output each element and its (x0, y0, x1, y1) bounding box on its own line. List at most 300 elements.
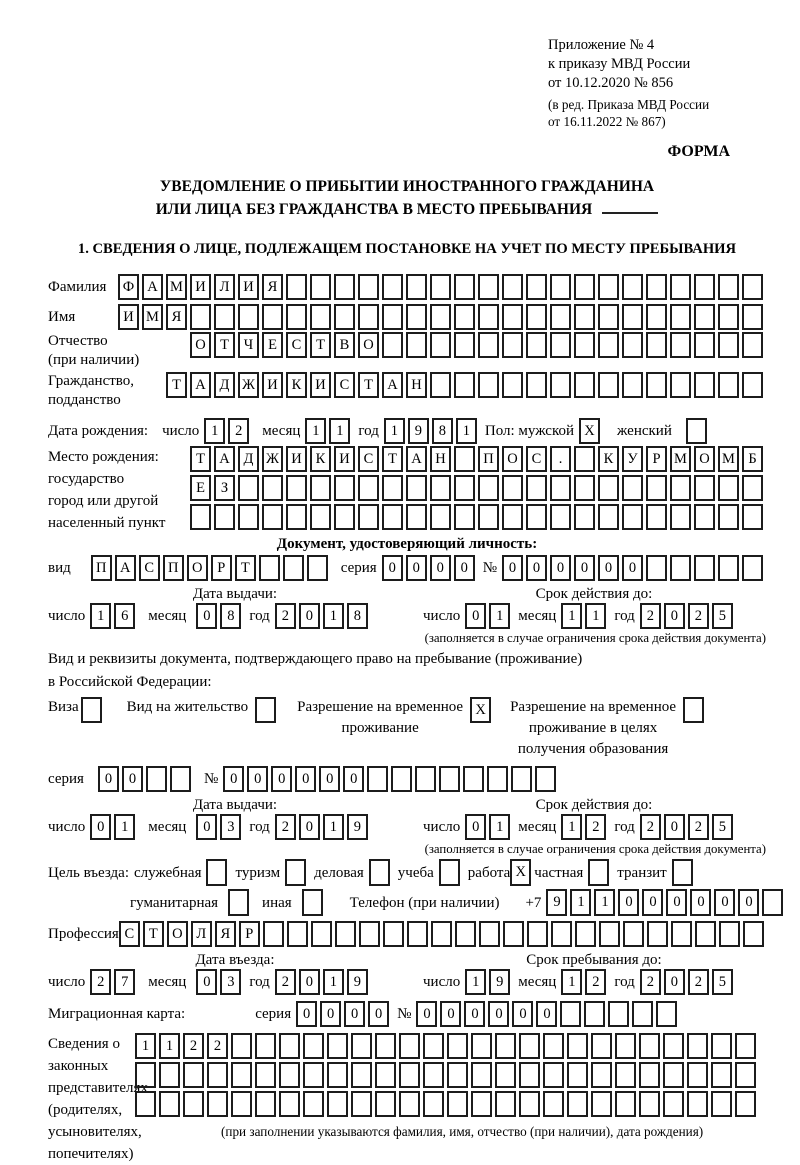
form-cell: 0 (343, 766, 364, 792)
form-cell: П (478, 446, 499, 472)
form-cell: М (670, 446, 691, 472)
entry-year-cells (275, 969, 371, 995)
form-cell (439, 859, 460, 886)
form-cell (391, 766, 412, 792)
form-cell (598, 372, 619, 398)
validity-note: (заполняется в случае ограничения срока действия документа) (424, 631, 766, 645)
res-valid-year-cells (640, 814, 736, 840)
form-cell (550, 304, 571, 330)
form-cell: 0 (196, 603, 217, 629)
sex-female-label: женский (617, 423, 672, 439)
form-cell (742, 504, 763, 530)
form-cell: 0 (622, 555, 643, 581)
id-valid-date-group (423, 603, 736, 629)
form-cell (447, 1062, 468, 1088)
temp-residence-edu-label-line3: получения образования (517, 741, 669, 757)
form-cell (351, 1091, 372, 1117)
form-cell (255, 1091, 276, 1117)
form-cell: 1 (561, 969, 582, 995)
form-cell: 3 (220, 969, 241, 995)
form-cell (574, 274, 595, 300)
form-cell: 2 (640, 603, 661, 629)
form-cell: 8 (432, 418, 453, 444)
form-cell (310, 304, 331, 330)
temp-residence-option (297, 697, 494, 739)
form-cell (214, 504, 235, 530)
form-cell: 9 (489, 969, 510, 995)
form-cell: Т (310, 332, 331, 358)
form-title (48, 176, 766, 221)
form-cell (214, 304, 235, 330)
form-cell: X (510, 859, 531, 886)
form-cell (279, 1033, 300, 1059)
surname-cells (118, 274, 766, 300)
form-cell: Р (646, 446, 667, 472)
form-cell (478, 332, 499, 358)
form-cell (302, 889, 323, 916)
form-cell (262, 504, 283, 530)
year-label: год (249, 608, 270, 624)
id-number-label: № (482, 560, 497, 576)
form-cell: 0 (642, 889, 663, 916)
id-valid-until-header: Срок действия до: (535, 586, 653, 602)
form-cell: 0 (536, 1001, 557, 1027)
annex-note-line: от 16.11.2022 № 867) (548, 114, 666, 129)
form-cell: X (470, 697, 491, 723)
birth-place-cells-row2 (190, 475, 766, 501)
phone-cells (546, 889, 786, 916)
form-cell (646, 332, 667, 358)
form-cell (718, 274, 739, 300)
form-cell (359, 921, 380, 947)
form-cell (550, 504, 571, 530)
form-cell (334, 475, 355, 501)
patronymic-label-line2: (при наличии) (48, 352, 140, 368)
form-cell (375, 1033, 396, 1059)
form-cell (598, 332, 619, 358)
temp-residence-edu-label-line2: проживание в целях (528, 720, 658, 736)
form-cell: И (286, 446, 307, 472)
purpose-tourism-label: туризм (235, 865, 281, 881)
form-cell (718, 372, 739, 398)
form-cell (287, 921, 308, 947)
form-cell (502, 475, 523, 501)
form-cell: 0 (512, 1001, 533, 1027)
birth-day-cells (204, 418, 252, 444)
form-cell: 1 (135, 1033, 156, 1059)
day-label: число (48, 819, 86, 835)
form-cell: И (118, 304, 139, 330)
form-cell (615, 1033, 636, 1059)
form-cell: 0 (416, 1001, 437, 1027)
form-cell: 2 (228, 418, 249, 444)
day-label: число (423, 608, 461, 624)
form-cell: 2 (183, 1033, 204, 1059)
temp-residence-label (297, 697, 463, 739)
id-issue-year-cells (275, 603, 371, 629)
form-cell (686, 418, 707, 444)
form-cell (351, 1033, 372, 1059)
form-cell (694, 274, 715, 300)
form-title-line2-wrap (48, 198, 766, 221)
form-label: ФОРМА (667, 143, 730, 160)
visa-label: Виза (48, 699, 79, 715)
form-cell (463, 766, 484, 792)
patronymic-cells (190, 332, 766, 358)
res-valid-day-cells (465, 814, 513, 840)
form-cell (502, 332, 523, 358)
res-valid-until-header: Срок действия до: (535, 797, 653, 813)
month-label: месяц (148, 819, 187, 835)
form-cell: С (334, 372, 355, 398)
purpose-transit-label: транзит (617, 865, 667, 881)
form-cell (406, 504, 427, 530)
form-cell: Л (191, 921, 212, 947)
form-cell (334, 504, 355, 530)
form-cell (735, 1033, 756, 1059)
form-cell (711, 1033, 732, 1059)
form-cell (255, 697, 276, 723)
purpose-humanitarian-checkbox (228, 889, 252, 916)
form-cell (742, 372, 763, 398)
day-label: число (423, 974, 461, 990)
purpose-transit-checkbox (672, 859, 696, 886)
form-cell (639, 1062, 660, 1088)
form-cell (646, 372, 667, 398)
form-cell (502, 274, 523, 300)
form-cell: Д (238, 446, 259, 472)
form-cell (286, 504, 307, 530)
mig-number-cells (416, 1001, 680, 1027)
form-cell: М (718, 446, 739, 472)
form-cell: З (214, 475, 235, 501)
form-cell: 0 (550, 555, 571, 581)
id-doc-heading: Документ, удостоверяющий личность: (276, 536, 538, 552)
form-cell (623, 921, 644, 947)
form-cell: 1 (570, 889, 591, 916)
form-cell (375, 1091, 396, 1117)
form-cell (560, 1001, 581, 1027)
form-title-line1: УВЕДОМЛЕНИЕ О ПРИБЫТИИ ИНОСТРАННОГО ГРАЖДАНИНА (159, 178, 655, 195)
id-series-cells (382, 555, 478, 581)
form-cell (742, 304, 763, 330)
form-cell: Ж (238, 372, 259, 398)
year-label: год (249, 974, 270, 990)
form-cell (335, 921, 356, 947)
form-cell (279, 1091, 300, 1117)
form-cell (646, 555, 667, 581)
form-cell (687, 1033, 708, 1059)
representatives-cell-rows (135, 1033, 759, 1140)
form-cell (526, 504, 547, 530)
temp-residence-edu-checkbox (683, 697, 707, 723)
form-cell: 0 (598, 555, 619, 581)
res-number-cells (223, 766, 559, 792)
form-cell: 0 (464, 1001, 485, 1027)
entry-date-values (48, 969, 766, 995)
form-cell (471, 1033, 492, 1059)
form-cell (672, 859, 693, 886)
id-issue-day-cells (90, 603, 138, 629)
form-cell (735, 1062, 756, 1088)
form-cell (670, 555, 691, 581)
purpose-study-checkbox (439, 859, 463, 886)
form-cell: О (167, 921, 188, 947)
form-cell: Н (406, 372, 427, 398)
form-cell: 0 (382, 555, 403, 581)
form-cell (503, 921, 524, 947)
representatives-labels (48, 1033, 148, 1165)
phone-label: Телефон (при наличии) (349, 895, 500, 911)
form-cell (454, 446, 475, 472)
form-cell (495, 1033, 516, 1059)
representatives-label-line: (родителях, (48, 1102, 123, 1118)
form-cell (255, 1033, 276, 1059)
profession-row (48, 921, 766, 947)
form-cell (615, 1062, 636, 1088)
residence-permit-label: Вид на жительство (126, 699, 249, 715)
form-cell: 0 (664, 969, 685, 995)
citizenship-cells (166, 372, 766, 398)
form-cell (695, 921, 716, 947)
birth-place-cells-row1 (190, 446, 766, 472)
form-cell: У (622, 446, 643, 472)
form-cell: И (334, 446, 355, 472)
form-cell: А (190, 372, 211, 398)
form-cell (334, 274, 355, 300)
form-cell (310, 504, 331, 530)
sex-male-label: Пол: мужской (484, 423, 575, 439)
representatives-note: (при заполнении указываются фамилия, имя, отчество (при наличии), дата рождения) (221, 1124, 704, 1139)
form-cell (711, 1062, 732, 1088)
form-cell: 5 (712, 603, 733, 629)
form-cell (382, 304, 403, 330)
sex-female-checkbox (686, 418, 710, 444)
form-cell (447, 1033, 468, 1059)
entry-purpose-row (48, 859, 766, 887)
month-label: месяц (518, 819, 557, 835)
residence-doc-label-line1: Вид и реквизиты документа, подтверждающего право на пребывание (проживание) (48, 651, 583, 667)
month-label: месяц (148, 974, 187, 990)
form-cell (454, 332, 475, 358)
form-cell (439, 766, 460, 792)
id-issue-date-header: Дата выдачи: (192, 586, 278, 602)
form-cell (598, 475, 619, 501)
birth-day-label: число (162, 423, 200, 439)
form-cell (670, 475, 691, 501)
purpose-humanitarian-label: гуманитарная (130, 895, 219, 911)
form-cell: 2 (688, 814, 709, 840)
form-cell: М (142, 304, 163, 330)
form-cell: 0 (368, 1001, 389, 1027)
given-name-row (48, 304, 766, 330)
form-cell: 1 (329, 418, 350, 444)
form-cell: О (502, 446, 523, 472)
form-cell (588, 859, 609, 886)
form-cell (159, 1091, 180, 1117)
form-cell: . (550, 446, 571, 472)
form-cell (399, 1033, 420, 1059)
form-cell: 0 (664, 603, 685, 629)
temp-residence-edu-label (510, 697, 676, 760)
form-cell: А (214, 446, 235, 472)
id-valid-year-cells (640, 603, 736, 629)
form-cell (183, 1091, 204, 1117)
form-cell (646, 274, 667, 300)
purpose-other-checkbox (302, 889, 326, 916)
form-cell: Т (190, 446, 211, 472)
form-cell: О (190, 332, 211, 358)
form-cell: 7 (114, 969, 135, 995)
form-cell (574, 372, 595, 398)
form-cell (687, 1091, 708, 1117)
form-cell (670, 504, 691, 530)
form-cell: К (598, 446, 619, 472)
res-issue-month-cells (196, 814, 244, 840)
form-cell (430, 274, 451, 300)
form-cell (358, 475, 379, 501)
form-cell: С (286, 332, 307, 358)
res-issue-day-cells (90, 814, 138, 840)
form-cell (454, 274, 475, 300)
form-cell (406, 304, 427, 330)
form-cell: С (119, 921, 140, 947)
form-cell (327, 1033, 348, 1059)
id-valid-month-cells (561, 603, 609, 629)
form-cell: 1 (384, 418, 405, 444)
form-cell: 1 (561, 814, 582, 840)
form-cell: 5 (712, 969, 733, 995)
form-cell (567, 1091, 588, 1117)
form-cell: 0 (223, 766, 244, 792)
form-cell: С (526, 446, 547, 472)
form-cell: 0 (574, 555, 595, 581)
form-cell: Я (215, 921, 236, 947)
form-cell (430, 332, 451, 358)
form-cell: П (163, 555, 184, 581)
form-cell (399, 1091, 420, 1117)
form-cell: 1 (456, 418, 477, 444)
form-cell (743, 921, 764, 947)
id-doc-date-values (48, 603, 766, 629)
form-cell: И (262, 372, 283, 398)
entry-date-header: Дата въезда: (195, 952, 275, 968)
form-cell (639, 1091, 660, 1117)
form-cell: 0 (430, 555, 451, 581)
birth-place-state-label: государство (48, 471, 125, 487)
form-cell (263, 921, 284, 947)
form-cell: 0 (196, 814, 217, 840)
form-cell (471, 1091, 492, 1117)
form-cell (454, 304, 475, 330)
form-cell: 0 (488, 1001, 509, 1027)
form-cell (286, 274, 307, 300)
id-doc-date-headers (48, 586, 766, 603)
birth-month-label: месяц (262, 423, 301, 439)
form-cell: А (142, 274, 163, 300)
form-cell (311, 921, 332, 947)
form-cell (519, 1062, 540, 1088)
form-cell: 9 (408, 418, 429, 444)
annex-line: Приложение № 4 (548, 37, 655, 53)
form-cell: 9 (546, 889, 567, 916)
form-cell (694, 555, 715, 581)
purpose-private-label: частная (534, 865, 584, 881)
annex-block (548, 36, 738, 130)
form-cell (632, 1001, 653, 1027)
form-cell (656, 1001, 677, 1027)
form-cell (382, 332, 403, 358)
res-valid-date-group (423, 814, 736, 840)
form-cell: Ч (238, 332, 259, 358)
form-cell: 0 (271, 766, 292, 792)
form-cell: 2 (585, 814, 606, 840)
form-cell (574, 304, 595, 330)
form-cell: 1 (489, 603, 510, 629)
mig-series-label: серия (255, 1006, 292, 1022)
form-cell (231, 1062, 252, 1088)
form-cell (742, 332, 763, 358)
patronymic-label (48, 332, 190, 370)
entry-purpose-label: Цель въезда: (48, 865, 129, 881)
id-doc-row (48, 555, 766, 581)
representatives-label-line: законных (48, 1058, 109, 1074)
form-cell: 2 (640, 969, 661, 995)
form-cell: 0 (319, 766, 340, 792)
residence-doc-series-row (48, 766, 766, 792)
form-cell: 0 (454, 555, 475, 581)
form-cell (718, 304, 739, 330)
form-cell (663, 1091, 684, 1117)
form-cell: 1 (90, 603, 111, 629)
form-cell (303, 1033, 324, 1059)
annex-line: к приказу МВД России (548, 56, 691, 72)
purpose-study-label: учеба (397, 865, 434, 881)
form-cell (146, 766, 167, 792)
representatives-cells-row1 (135, 1033, 759, 1059)
form-cell (694, 475, 715, 501)
form-cell (646, 504, 667, 530)
form-cell (526, 304, 547, 330)
form-cell (423, 1091, 444, 1117)
form-cell: 0 (738, 889, 759, 916)
form-cell: Л (214, 274, 235, 300)
form-cell (310, 475, 331, 501)
entry-date-group (48, 969, 423, 995)
form-cell (526, 332, 547, 358)
temp-residence-edu-label-line1: Разрешение на временное (510, 699, 677, 715)
form-cell: С (358, 446, 379, 472)
res-issue-date-group (48, 814, 423, 840)
purpose-official-label: служебная (133, 865, 202, 881)
form-cell (591, 1091, 612, 1117)
form-cell: И (238, 274, 259, 300)
form-cell: 0 (440, 1001, 461, 1027)
form-cell (543, 1062, 564, 1088)
form-cell: 1 (323, 603, 344, 629)
form-cell: 9 (347, 969, 368, 995)
id-issue-date-group (48, 603, 423, 629)
patronymic-label-line1: Отчество (48, 333, 108, 349)
entry-date-headers (48, 952, 766, 969)
form-cell (694, 332, 715, 358)
id-issue-month-cells (196, 603, 244, 629)
form-cell: Т (166, 372, 187, 398)
form-cell: 0 (714, 889, 735, 916)
form-cell (399, 1062, 420, 1088)
form-cell: 1 (323, 969, 344, 995)
form-cell (584, 1001, 605, 1027)
